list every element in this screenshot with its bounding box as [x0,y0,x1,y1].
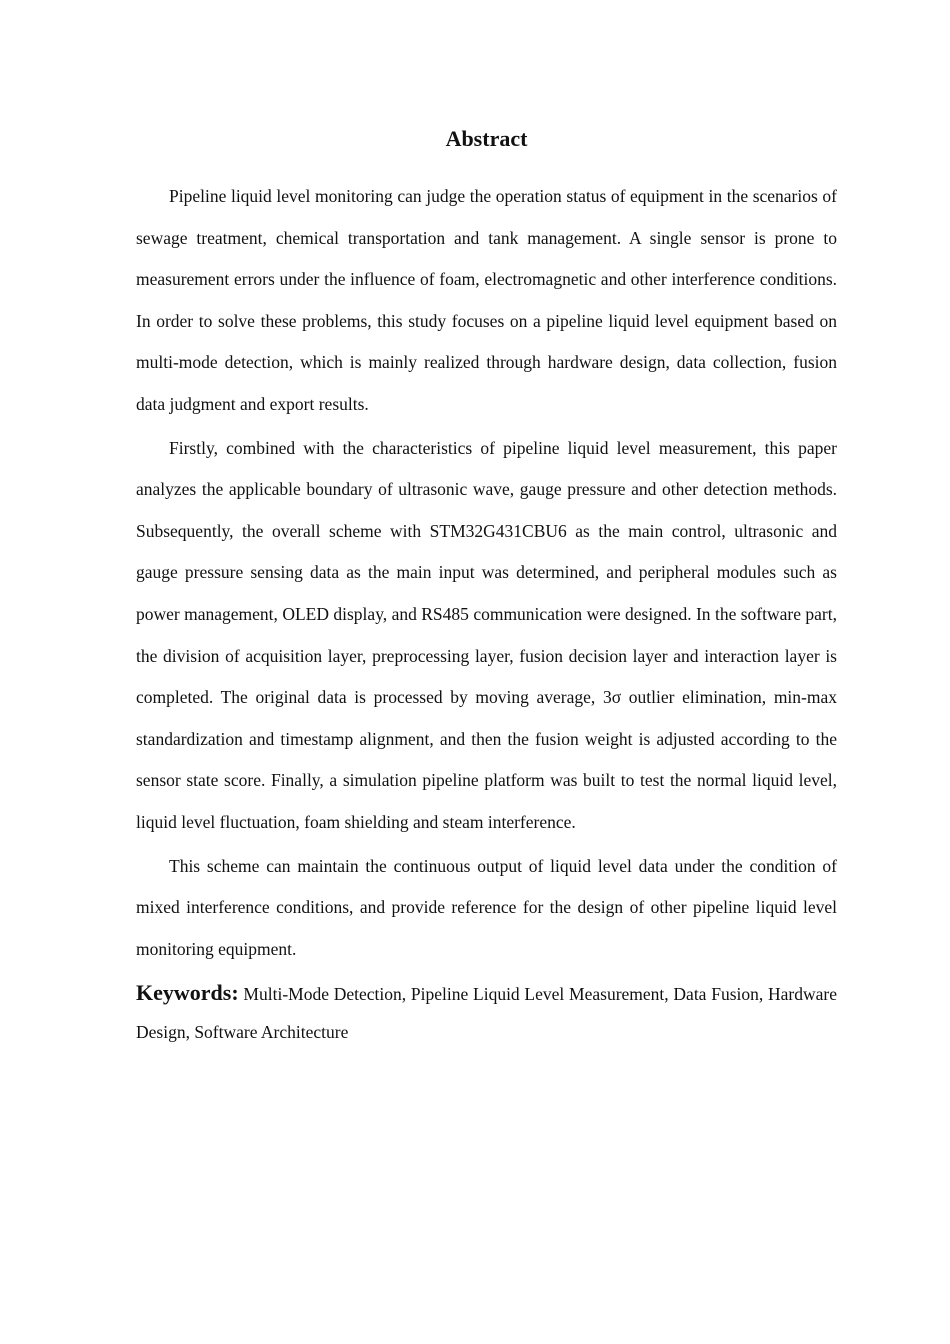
keywords-line [136,974,837,1051]
abstract-title: Abstract [445,126,528,151]
keywords-text: Multi-Mode Detection, Pipeline Liquid Level Measurement, Data Fusion, Hardware Design, Software Architecture [136,984,837,1043]
abstract-page [136,120,837,1051]
abstract-paragraph-3: This scheme can maintain the continuous output of liquid level data under the condition of mixed interference conditions, and provide reference for the design of other pipeline liquid level monitoring equipment. [136,855,837,959]
abstract-paragraph-1: Pipeline liquid level monitoring can judge the operation status of equipment in the scenarios of sewage treatment, chemical transportation and tank management. A single sensor is prone to measurement errors under the influence of foam, electromagnetic and other interference conditions. In order to solve these problems, this study focuses on a pipeline liquid level equipment based on multi-mode detection, which is mainly realized through hardware design, data collection, fusion data judgment and export results. [136,186,837,414]
keywords-label: Keywords: [136,980,239,1006]
abstract-paragraph-2: Firstly, combined with the characteristics of pipeline liquid level measurement, this paper analyzes the applicable boundary of ultrasonic wave, gauge pressure and other detection methods. Subsequently, the overall scheme with STM32G431CBU6 as the main control, ultrasonic and gauge pressure sensing data as the main input was determined, and peripheral modules such as power management, OLED display, and RS485 communication were designed. In the software part, the division of acquisition layer, preprocessing layer, fusion decision layer and interaction layer is completed. The original data is processed by moving average, 3σ outlier elimination, min-max standardization and timestamp alignment, and then the fusion weight is adjusted according to the sensor state score. Finally, a simulation pipeline platform was built to test the normal liquid level, liquid level fluctuation, foam shielding and steam interference. [136,437,837,832]
